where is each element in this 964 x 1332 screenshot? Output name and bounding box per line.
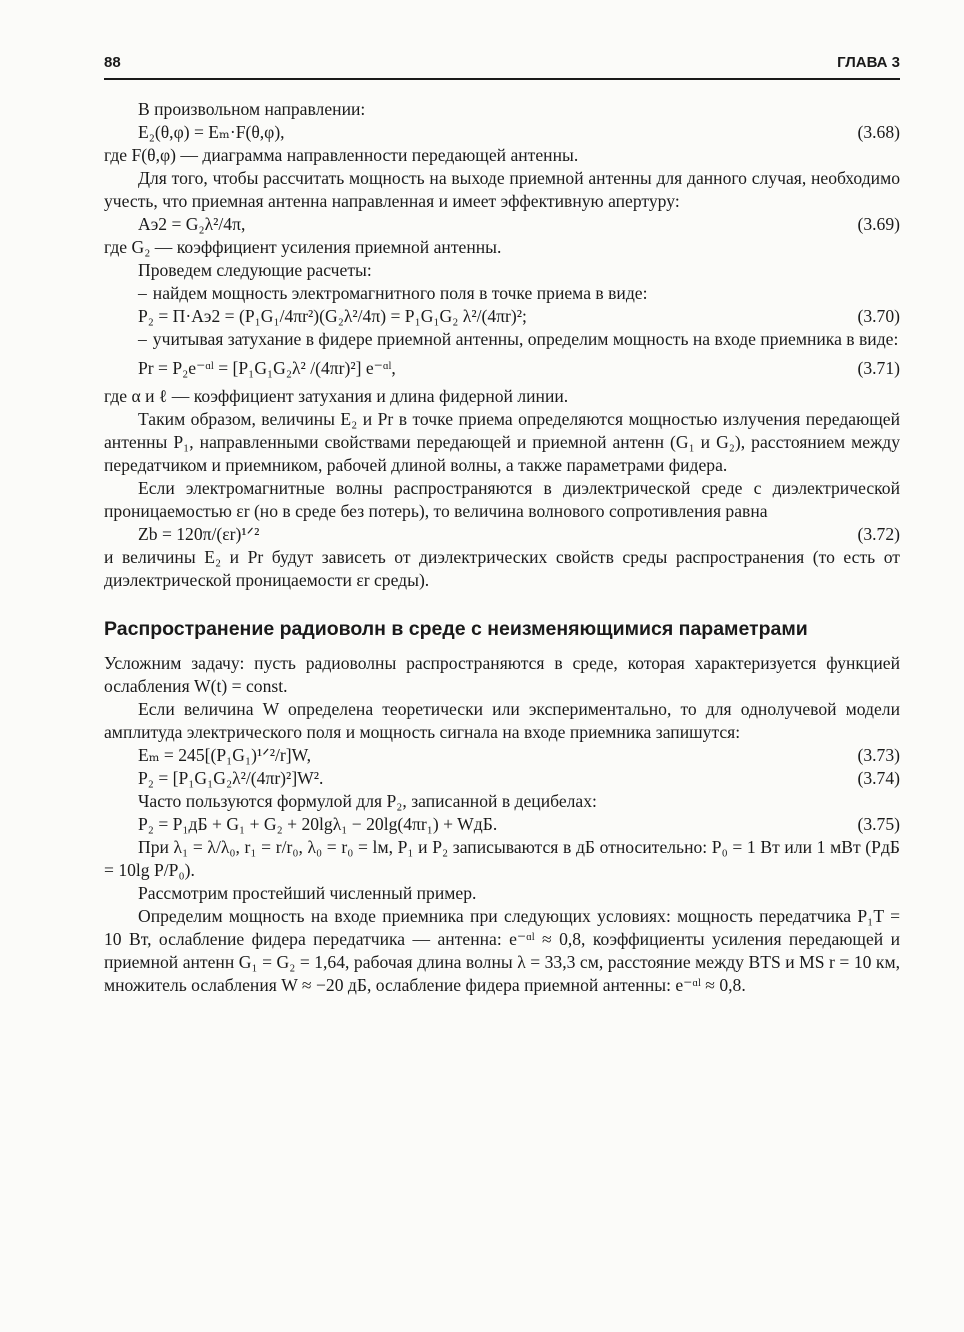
paragraph: Рассмотрим простейший численный пример. [138, 883, 477, 903]
paragraph: Таким образом, величины E₂ и Pr в точке приема определяются мощностью излучения передающей антенны P₁, направленными свойствами передающей и приемной антенн (G₁ и G₂), расстоянием между передатчиком и приемником, рабочей длиной волны, а также параметрами фидера. [104, 409, 900, 475]
equation-number: (3.71) [857, 358, 900, 378]
chapter-title: ГЛАВА 3 [837, 54, 900, 71]
equation-number: (3.69) [857, 214, 900, 234]
equation-3-71 [104, 351, 900, 385]
equation-3-70 [104, 305, 900, 328]
paragraph: где G₂ — коэффициент усиления приемной антенны. [104, 237, 502, 257]
paragraph: Если величина W определена теоретически или экспериментально, то для однолучевой модели амплитуда электрического поля и мощность сигнала на входе приемника запишутся: [104, 699, 900, 742]
paragraph: где α и ℓ — коэффициент затухания и длина фидерной линии. [104, 386, 569, 406]
paragraph: Усложним задачу: пусть радиоволны распространяются в среде, которая характеризуется функцией ослабления W(t) = const. [104, 653, 900, 696]
paragraph: где F(θ,φ) — диаграмма направленности передающей антенны. [104, 145, 579, 165]
paragraph: Если электромагнитные волны распространяются в диэлектрической среде с диэлектрической проницаемостью εr (но в среде без потерь), то величина волнового сопротивления равна [104, 478, 900, 521]
equation-text: P₂ = [P₁G₁G₂λ²/(4πr)²]W². [138, 768, 324, 788]
equation-text: Zb = 120π/(εr)¹ᐟ² [138, 524, 260, 544]
paragraph: Часто пользуются формулой для P₂, записанной в децибелах: [138, 791, 597, 811]
equation-text: E₂(θ,φ) = Eₘ·F(θ,φ), [138, 122, 285, 142]
section-heading: Распространение радиоволн в среде с неизменяющимися параметрами [104, 618, 808, 640]
page-header [104, 50, 900, 80]
equation-text: P₂ = P₁дБ + G₁ + G₂ + 20lgλ₁ − 20lg(4πr₁) + WдБ. [138, 814, 498, 834]
paragraph: Для того, чтобы рассчитать мощность на выходе приемной антенны для данного случая, необходимо учесть, что приемная антенна направленная и имеет эффективную апертуру: [104, 168, 900, 211]
equation-3-69 [104, 213, 900, 236]
paragraph: и величины E₂ и Pr будут зависеть от диэлектрических свойств среды распространения (то есть от диэлектрической проницаемости εr среды). [104, 547, 900, 590]
page-body [104, 98, 900, 997]
equation-number: (3.68) [857, 122, 900, 142]
dash-bullet: – [138, 283, 147, 303]
equation-number: (3.70) [857, 306, 900, 326]
paragraph: Определим мощность на входе приемника при следующих условиях: мощность передатчика P₁T = 10 Вт, ослабление фидера передатчика — антенна: e⁻ᵅˡ ≈ 0,8, коэффициенты усиления передающей и приемной антенн G₁ = G₂ = 1,64, рабочая длина волны λ = 33,3 см, расстояние между BTS и MS r = 10 км, множитель ослабления W ≈ −20 дБ, ослабление фидера приемной антенны: e⁻ᵅˡ ≈ 0,8. [104, 906, 900, 995]
list-item-text: найдем мощность электромагнитного поля в точке приема в виде: [152, 283, 648, 303]
equation-text: Eₘ = 245[(P₁G₁)¹ᐟ²/r]W, [138, 745, 311, 765]
list-item [104, 282, 900, 305]
equation-3-72 [104, 523, 900, 546]
paragraph: Проведем следующие расчеты: [138, 260, 372, 280]
page-number: 88 [104, 54, 121, 71]
dash-bullet: – [138, 329, 147, 349]
equation-text: P₂ = П·Aэ2 = (P₁G₁/4πr²)(G₂λ²/4π) = P₁G₁G₂ λ²/(4πr)²; [138, 306, 527, 326]
equation-number: (3.72) [857, 524, 900, 544]
paragraph: В произвольном направлении: [138, 99, 366, 119]
equation-number: (3.73) [857, 745, 900, 765]
equation-3-74 [104, 767, 900, 790]
equation-text: Pr = P₂e⁻ᵅˡ = [P₁G₁G₂λ² /(4πr)²] e⁻ᵅˡ, [138, 358, 396, 378]
equation-number: (3.75) [857, 814, 900, 834]
equation-text: Aэ2 = G₂λ²/4π, [138, 214, 246, 234]
equation-3-68 [104, 121, 900, 144]
paragraph: При λ₁ = λ/λ₀, r₁ = r/r₀, λ₀ = r₀ = lм, P₁ и P₂ записываются в дБ относительно: P₀ = 1 Вт или 1 мВт (PдБ = 10lg P/P₀). [104, 837, 900, 880]
equation-3-75 [104, 813, 900, 836]
equation-number: (3.74) [857, 768, 900, 788]
list-item [104, 328, 900, 351]
equation-3-73 [104, 744, 900, 767]
list-item-text: учитывая затухание в фидере приемной антенны, определим мощность на входе приемника в виде: [152, 329, 899, 349]
